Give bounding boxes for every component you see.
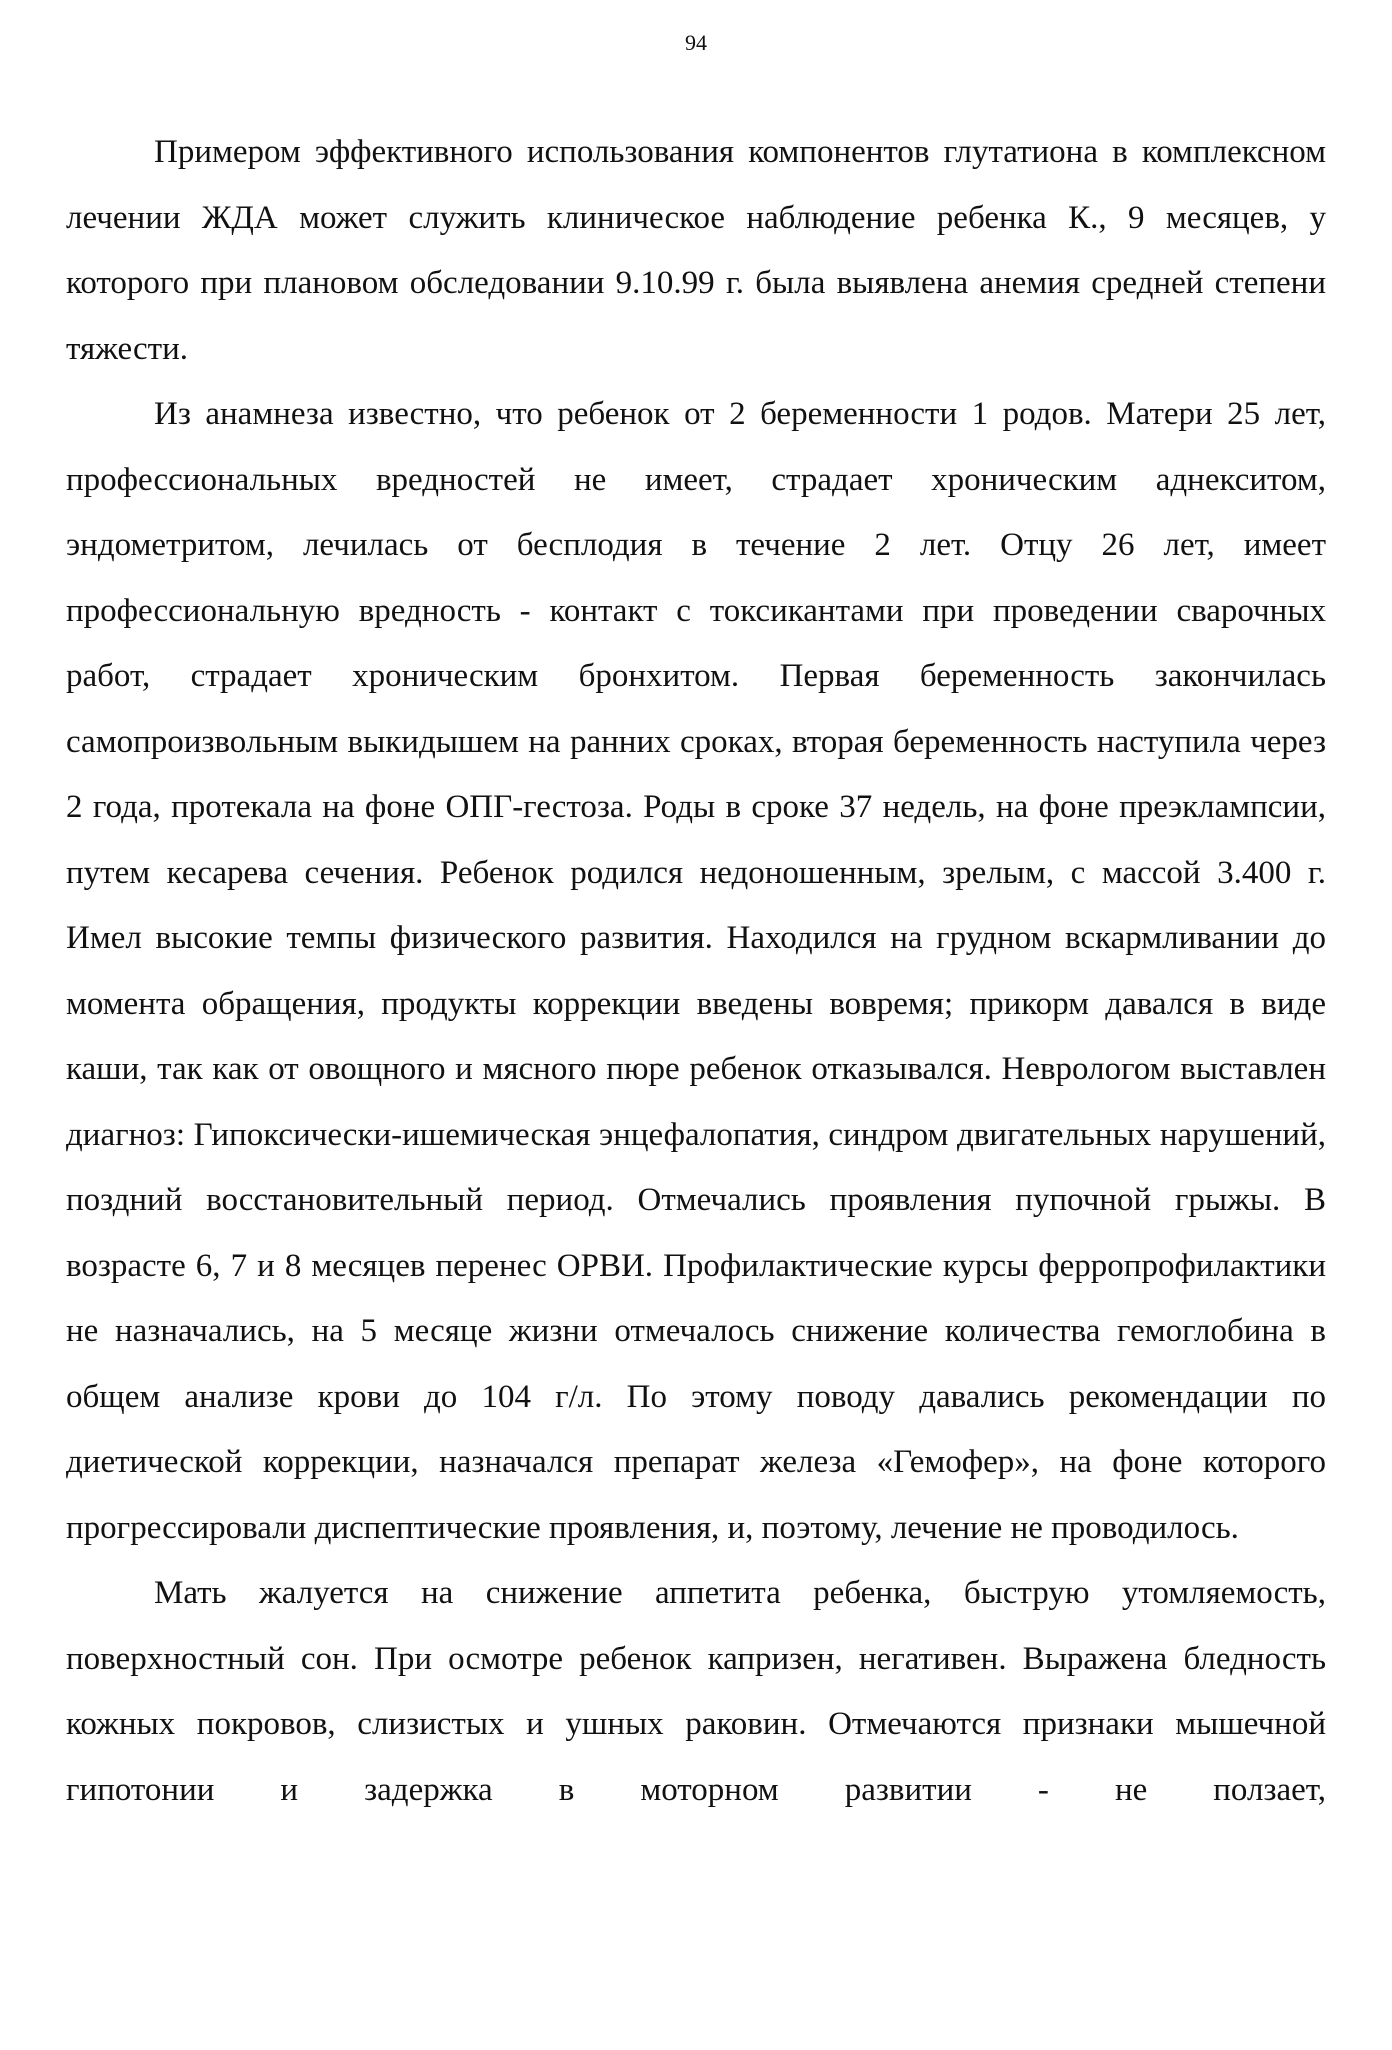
paragraph-3: Мать жалуется на снижение аппетита ребенка, быструю утомляемость, поверхностный сон. При осмотре ребенок капризен, негативен. Выражена бледность кожных покровов, слизистых и ушных раковин. Отмечаются признаки мышечной гипотонии и задержка в моторном развитии - не ползает, bbox=[66, 1575, 1326, 1808]
body-text bbox=[66, 120, 1326, 1823]
paragraph-2: Из анамнеза известно, что ребенок от 2 беременности 1 родов. Матери 25 лет, профессиональных вредностей не имеет, страдает хроническим аднекситом, эндометритом, лечилась от бесплодия в течение 2 лет. Отцу 26 лет, имеет профессиональную вредность - контакт с токсикантами при проведении сварочных работ, страдает хроническим бронхитом. Первая беременность закончилась самопроизвольным выкидышем на ранних сроках, вторая беременность наступила через 2 года, протекала на фоне ОПГ-гестоза. Роды в сроке 37 недель, на фоне преэклампсии, путем кесарева сечения. Ребенок родился недоношенным, зрелым, с массой 3.400 г. Имел высокие темпы физического развития. Находился на грудном вскармливании до момента обращения, продукты коррекции введены вовремя; прикорм давался в виде каши, так как от овощного и мясного пюре ребенок отказывался. Неврологом выставлен диагноз: Гипоксически-ишемическая энцефалопатия, синдром двигательных нарушений, поздний восстановительный период. Отмечались проявления пупочной грыжы. В возрасте 6, 7 и 8 месяцев перенес ОРВИ. Профилактические курсы ферропрофилактики не назначались, на 5 месяце жизни отмечалось снижение количества гемоглобина в общем анализе крови до 104 г/л. По этому поводу давались рекомендации по диетической коррекции, назначался препарат железа «Гемофер», на фоне которого прогрессировали диспептические проявления, и, поэтому, лечение не проводилось. bbox=[66, 396, 1326, 1546]
paragraph-1: Примером эффективного использования компонентов глутатиона в комплексном лечении ЖДА может служить клиническое наблюдение ребенка К., 9 месяцев, у которого при плановом обследовании 9.10.99 г. была выявлена анемия средней степени тяжести. bbox=[66, 134, 1326, 367]
page-number: 94 bbox=[685, 30, 707, 55]
